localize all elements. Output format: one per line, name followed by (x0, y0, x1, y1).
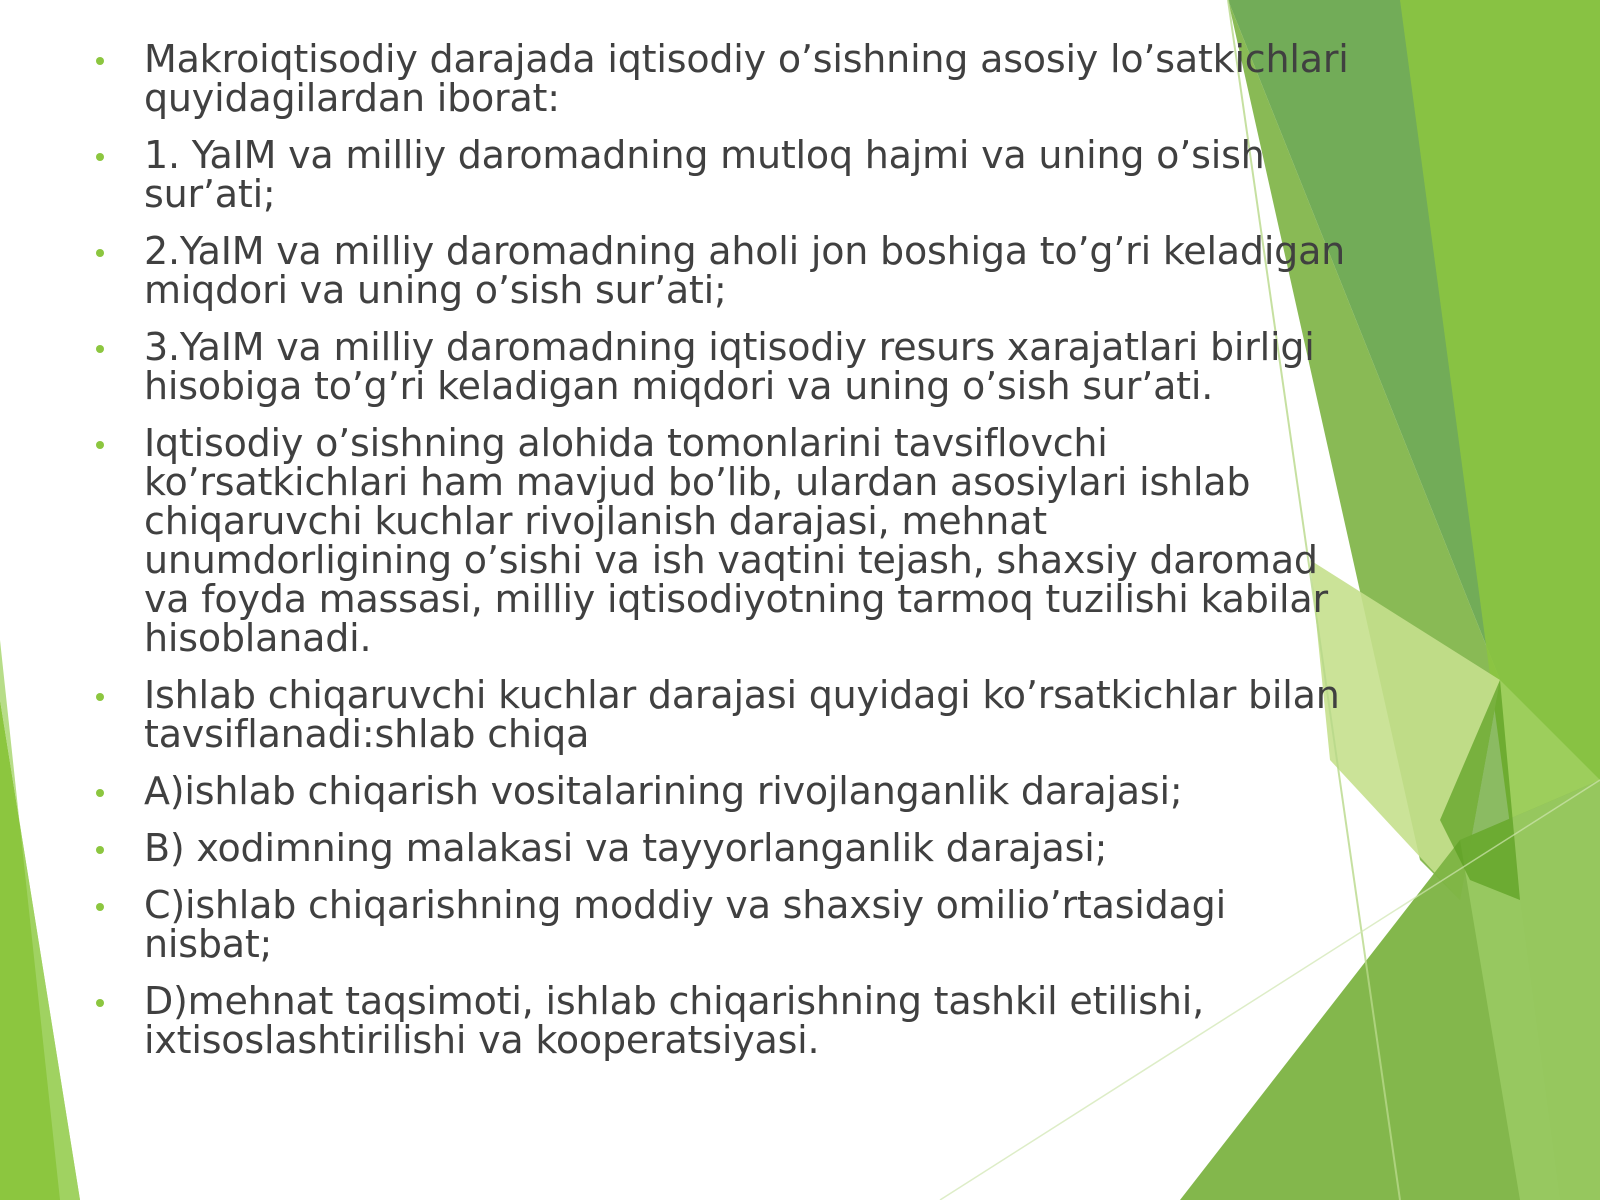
bullet-text: B) xodimning malakasi va tayyorlanganlik darajasi; (144, 826, 1108, 870)
bullet-text: 1. YaIM va milliy daromadning mutloq hajmi va uning o’sish sur’ati; (144, 133, 1265, 216)
bullet-dot-icon (96, 999, 104, 1007)
bullet-dot-icon (96, 249, 104, 257)
bullet-item (92, 325, 1352, 408)
bullet-dot-icon (96, 789, 104, 797)
bullet-item (92, 421, 1352, 660)
bullet-text: A)ishlab chiqarish vositalarining rivojlanganlik darajasi; (144, 769, 1183, 813)
bullet-dot-icon (96, 846, 104, 854)
bullet-item (92, 673, 1352, 756)
bullet-text: Ishlab chiqaruvchi kuchlar darajasi quyidagi ko’rsatkichlar bilan tavsiflanadi:shlab chiqa (144, 673, 1340, 756)
bullet-text: Iqtisodiy o’sishning alohida tomonlarini tavsiflovchi ko’rsatkichlari ham mavjud bo’lib, ulardan asosiylari ishlab chiqaruvchi kuchlar rivojlanish darajasi, mehnat unumdorligining o’sishi va ish vaqtini tejash, shaxsiy daromad va foyda massasi, milliy iqtisodiyotning tarmoq tuzilishi kabilar hisoblanadi. (144, 421, 1328, 660)
bullet-item (92, 883, 1352, 966)
bullet-dot-icon (96, 903, 104, 911)
bullet-item (92, 769, 1352, 813)
bullet-text: 2.YaIM va milliy daromadning aholi jon boshiga to’g’ri keladigan miqdori va uning o’sish sur’ati; (144, 229, 1346, 312)
bullet-item (92, 133, 1352, 216)
bullet-item (92, 37, 1352, 120)
slide-content (92, 37, 1352, 1078)
bullet-dot-icon (96, 153, 104, 161)
bullet-text: C)ishlab chiqarishning moddiy va shaxsiy omilio’rtasidagi nisbat; (144, 883, 1226, 966)
bullet-text: 3.YaIM va milliy daromadning iqtisodiy resurs xarajatlari birligi hisobiga to’g’ri keladigan miqdori va uning o’sish sur’ati. (144, 325, 1315, 408)
bullet-dot-icon (96, 57, 104, 65)
bullet-dot-icon (96, 345, 104, 353)
bullet-list (92, 37, 1352, 1062)
bullet-text: Makroiqtisodiy darajada iqtisodiy o’sishning asosiy lo’satkichlari quyidagilardan iborat: (144, 37, 1349, 120)
bullet-dot-icon (96, 693, 104, 701)
bullet-item (92, 229, 1352, 312)
bullet-text: D)mehnat taqsimoti, ishlab chiqarishning tashkil etilishi, ixtisoslashtirilishi va kooperatsiyasi. (144, 979, 1205, 1062)
bullet-item (92, 826, 1352, 870)
bullet-item (92, 979, 1352, 1062)
bullet-dot-icon (96, 441, 104, 449)
